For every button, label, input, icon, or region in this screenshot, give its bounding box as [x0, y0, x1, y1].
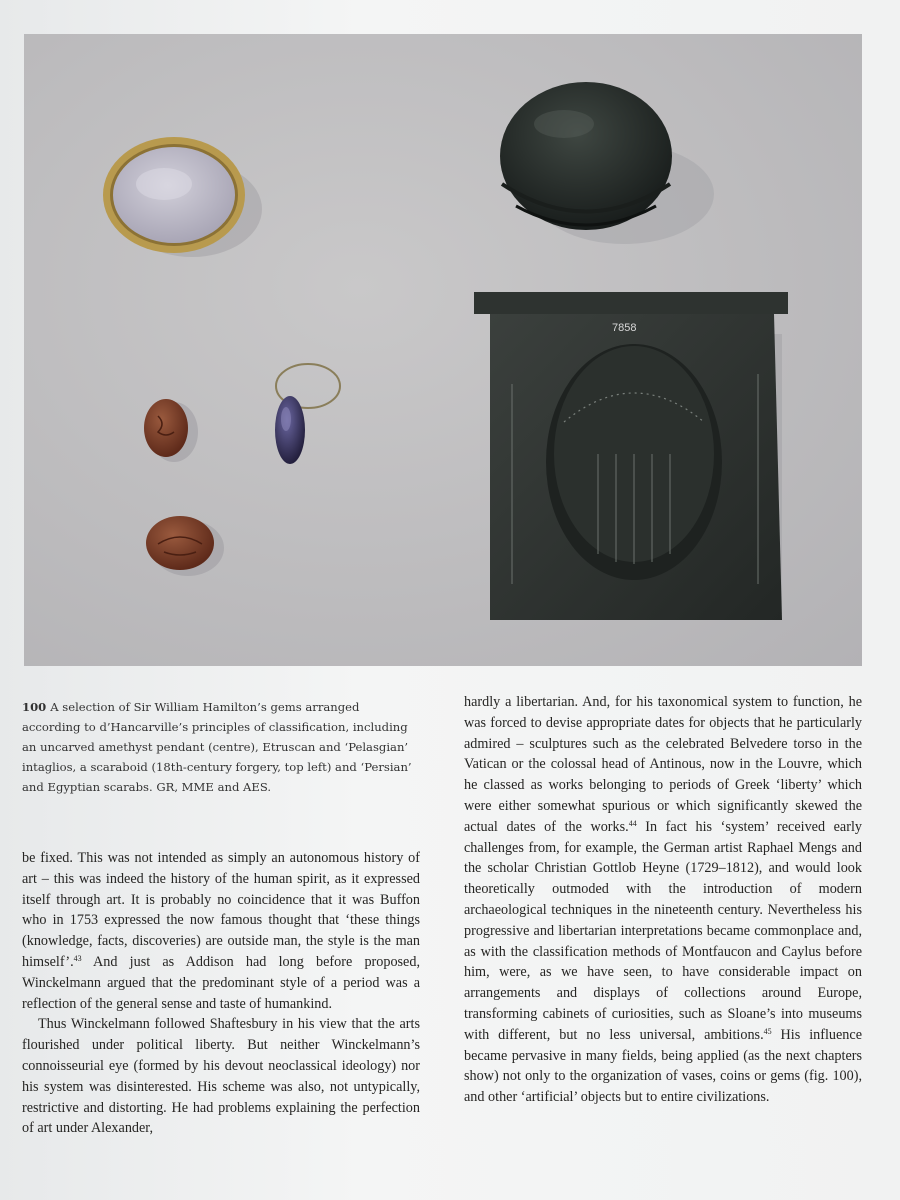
right-column [464, 692, 862, 1108]
left-paragraph-1 [22, 848, 420, 1014]
right-paragraph [464, 692, 862, 1108]
gems-photograph [24, 34, 862, 666]
footnote-ref-44: 44 [628, 818, 637, 828]
chalcedony-scaraboid [103, 137, 245, 253]
figure-number: 100 [22, 700, 47, 714]
carnelian-intaglio-upper [144, 399, 198, 462]
right-text-3: His influence became pervasive in many fields, being applied (as the next chapters show) not only to the organization of vases, coins or gems (fig. 100), and other ‘artificial’ objects but to entire civilizations. [464, 1026, 862, 1106]
left-paragraph-1-text: be fixed. This was not intended as simply an autonomous history of art – this was indeed the history of the human spirit, as it expressed itself through art. It is probably no coincidence that it was Buffon who in 1753 expressed the now famous thought that ‘these things (knowledge, facts, discoveries) are outside man, the style is the man himself’. [22, 850, 420, 970]
right-text-1: hardly a libertarian. And, for his taxonomical system to function, he was forced to devise appropriate dates for objects that he particularly admired – sculptures such as the celebrated Belvedere torso in the Vatican or the colossal head of Antinous, now in the Louvre, which he classed as works belonging to periods of Greek ‘liberty’ which were either somewhat spurious or which significantly skewed the actual dates of the works. [464, 694, 862, 835]
plaque-number: 7858 [612, 322, 637, 334]
egyptian-scarab-plaque [474, 292, 788, 620]
footnote-ref-45: 45 [763, 1026, 772, 1036]
carnelian-intaglio-lower [146, 516, 224, 576]
left-paragraph-2: Thus Winckelmann followed Shaftesbury in his view that the arts flourished under political liberty. But neither Winckelmann’s connoisseurial eye (formed by his devout neoclassical ideology) nor his system was disinterested. His scheme was also, not untypically, restrictive and distorting. He had problems explaining the perfection of art under Alexander, [22, 1016, 420, 1137]
gems-illustration [24, 34, 862, 666]
basalt-scarab [500, 82, 672, 230]
caption-text: A selection of Sir William Hamilton’s gems arranged according to d’Hancarville’s principles of classification, including an uncarved amethyst pendant (centre), Etruscan and ‘Pelasgian’ intaglios, a scaraboid (18th-century forgery, top left) and ‘Persian’ and Egyptian scarabs. GR, MME and AES. [22, 700, 412, 794]
left-column [22, 848, 420, 1139]
amethyst-pendant [275, 364, 340, 464]
right-text-2: In fact his ‘system’ received early challenges from, for example, the German artist Raphael Mengs and the scholar Christian Gottlob Heyne (1729–1812), and would look theoretically outmoded with the introduction of modern archaeological techniques in the nineteenth century. Nevertheless his progressive and libertarian interpretations became commonplace and, as with the classification methods of Montfaucon and Caylus before him, were, as we have seen, to have considerable impact on arrangements and displays of collections around Europe, transforming cabinets of curiosities, such as Sloane’s into museums with different, but no less universal, ambitions. [464, 818, 862, 1043]
footnote-ref-43: 43 [73, 953, 82, 963]
figure-caption [22, 697, 414, 797]
left-paragraph-1-continued: And just as Addison had long before proposed, Winckelmann argued that the predominant style of a period was a reflection of the general sense and taste of humankind. [22, 953, 420, 1012]
